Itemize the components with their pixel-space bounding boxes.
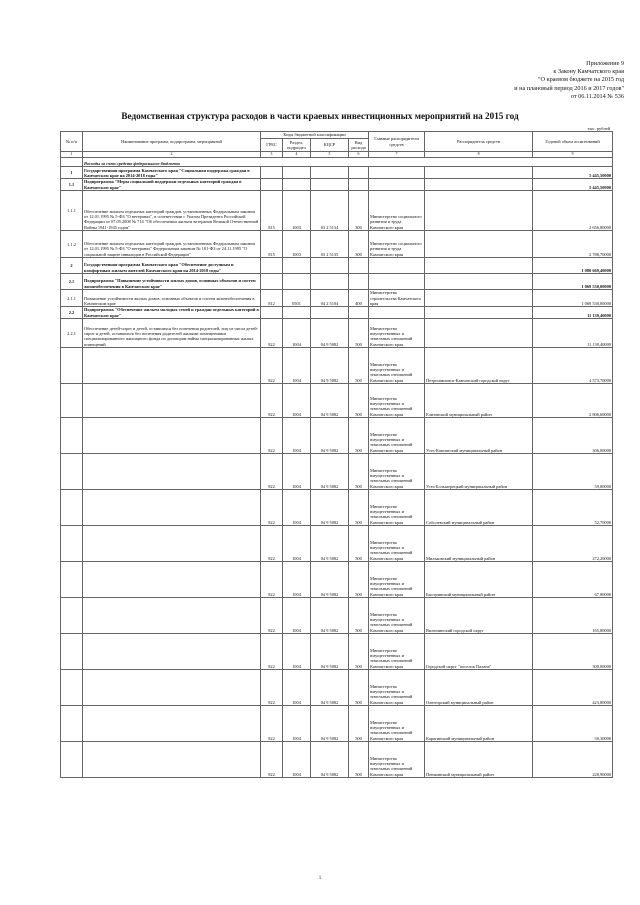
- row-number: [61, 562, 83, 598]
- row-main-manager: Министерство имущественных и земельных отношений Камчатского края: [369, 526, 425, 562]
- row-razdel: 1004: [283, 319, 311, 348]
- row-grbs: [261, 179, 283, 191]
- row-name: [83, 454, 261, 490]
- expenditure-table: [60, 131, 613, 778]
- table-row: [61, 179, 613, 191]
- row-main-manager: Министерство имущественных и земельных отношений Камчатского края: [369, 562, 425, 598]
- header-main-manager: Главные распорядители средств: [369, 132, 425, 152]
- row-recipient: Усть-Камчатский муниципальный район: [425, 418, 533, 454]
- row-ksr: [311, 179, 349, 191]
- row-amount: 52,70000: [533, 490, 613, 526]
- row-ksr: 04 9 5082: [311, 706, 349, 742]
- row-amount: 306,00000: [533, 418, 613, 454]
- row-ksr: 04 9 5082: [311, 490, 349, 526]
- table-row: [61, 191, 613, 231]
- row-number: 2.1.1: [61, 290, 83, 307]
- row-ksr: 04 9 5082: [311, 634, 349, 670]
- row-main-manager: Министерство имущественных и земельных отношений Камчатского края: [369, 418, 425, 454]
- row-amount: 1 069 530,00000: [533, 274, 613, 290]
- row-amount: 5 445,50000: [533, 179, 613, 191]
- row-razdel: 1004: [283, 706, 311, 742]
- row-ksr: [311, 307, 349, 319]
- row-number: 2.2: [61, 307, 83, 319]
- row-kvr: 500: [349, 562, 369, 598]
- row-razdel: 1004: [283, 562, 311, 598]
- appendix-line: от 06.11.2014 № 536: [570, 92, 624, 100]
- header-num: № п/п: [61, 132, 83, 152]
- row-razdel: [283, 167, 311, 179]
- row-kvr: 500: [349, 490, 369, 526]
- row-ksr: 03 2 5135: [311, 231, 349, 258]
- row-kvr: [349, 307, 369, 319]
- header-codes-group: Коды бюджетной классификации: [261, 132, 369, 139]
- row-recipient: Пенжинский муниципальный район: [425, 742, 533, 778]
- row-name: Обеспечение детей-сирот и детей, оставшихся без попечения родителей, лиц из числа детей-сирот и детей, оставшихся без попечения родителей жилыми помещениями специализированного жилищного фонда по договорам найма специализированных жилых помещений: [83, 319, 261, 348]
- row-grbs: [261, 258, 283, 274]
- row-number: [61, 384, 83, 418]
- header-grbs: ГРБС: [261, 139, 283, 152]
- row-recipient: Быстринский муниципальный район: [425, 562, 533, 598]
- header-razdel: Раздел, подраздел: [283, 139, 311, 152]
- row-ksr: 04 9 5082: [311, 526, 349, 562]
- table-row: [61, 258, 613, 274]
- row-razdel: 1003: [283, 231, 311, 258]
- row-grbs: 822: [261, 348, 283, 384]
- row-ksr: [311, 167, 349, 179]
- row-ksr: 04 9 5082: [311, 670, 349, 706]
- row-amount: 11 139,40000: [533, 307, 613, 319]
- row-kvr: [349, 258, 369, 274]
- table-row: [61, 167, 613, 179]
- row-recipient: Усть-Большерецкий муниципальный район: [425, 454, 533, 490]
- row-name: Подпрограмма "Меры социальной поддержки отдельных категорий граждан в Камчатском крае": [83, 179, 261, 191]
- section-heading-row: [61, 158, 613, 167]
- row-amount: 1 069 530,00000: [533, 290, 613, 307]
- row-name: [83, 526, 261, 562]
- row-razdel: 1004: [283, 384, 311, 418]
- row-recipient: [425, 231, 533, 258]
- row-amount: 11 139,40000: [533, 319, 613, 348]
- row-amount: 5 445,50000: [533, 167, 613, 179]
- row-name: Повышение устойчивости жилых домов, основных объектов и систем жизнеобеспечения в Камчатском крае: [83, 290, 261, 307]
- row-ksr: 04 9 5082: [311, 418, 349, 454]
- row-amount: 1 080 669,40000: [533, 258, 613, 274]
- row-number: 1.1.2: [61, 231, 83, 258]
- page-number: 1: [318, 876, 322, 881]
- row-amount: 272,20000: [533, 526, 613, 562]
- table-row: [61, 290, 613, 307]
- row-recipient: Соболевский муниципальный район: [425, 490, 533, 526]
- row-number: 1: [61, 167, 83, 179]
- row-razdel: [283, 179, 311, 191]
- row-razdel: 1004: [283, 634, 311, 670]
- row-main-manager: Министерство имущественных и земельных отношений Камчатского края: [369, 634, 425, 670]
- row-number: [61, 598, 83, 634]
- row-name: [83, 348, 261, 384]
- table-row: [61, 307, 613, 319]
- table-row: [61, 418, 613, 454]
- row-grbs: 822: [261, 670, 283, 706]
- row-main-manager: Министерство социального развития и труда Камчатского края: [369, 231, 425, 258]
- column-number: 2: [83, 152, 261, 158]
- row-razdel: 1004: [283, 742, 311, 778]
- row-name: [83, 384, 261, 418]
- appendix-line: к Закону Камчатского края: [553, 68, 624, 76]
- row-ksr: [311, 258, 349, 274]
- row-kvr: 500: [349, 418, 369, 454]
- row-name: Обеспечение жильем отдельных категорий граждан, установленных Федеральным законом от 12.01.1995 № 5-ФЗ "О ветеранах" Федеральным законом № 181-ФЗ от 24.11.1995 "О социальной защите инвалидов в Российской Федерации": [83, 231, 261, 258]
- row-name: [83, 634, 261, 670]
- appendix-line: "О краевом бюджете на 2015 год: [538, 76, 624, 84]
- row-razdel: [283, 307, 311, 319]
- row-recipient: Городской округ "поселок Палана": [425, 634, 533, 670]
- header-recipient: Распорядитель средств: [425, 132, 533, 152]
- row-grbs: [261, 167, 283, 179]
- row-main-manager: Министерство строительства Камчатского края: [369, 290, 425, 307]
- row-ksr: 04 9 5082: [311, 562, 349, 598]
- row-number: [61, 526, 83, 562]
- row-amount: 423,80000: [533, 670, 613, 706]
- table-row: [61, 742, 613, 778]
- row-kvr: 500: [349, 384, 369, 418]
- row-number: 1.1.1: [61, 191, 83, 231]
- row-number: [61, 490, 83, 526]
- row-grbs: 822: [261, 384, 283, 418]
- row-main-manager: Министерство имущественных и земельных отношений Камчатского края: [369, 384, 425, 418]
- header-ksr: КЦСР: [311, 139, 349, 152]
- column-number: 3: [261, 152, 283, 158]
- row-recipient: Вилючинский городской округ: [425, 598, 533, 634]
- row-grbs: 815: [261, 191, 283, 231]
- row-razdel: 1004: [283, 670, 311, 706]
- row-kvr: 500: [349, 598, 369, 634]
- row-recipient: Мильковский муниципальный район: [425, 526, 533, 562]
- table-row: [61, 634, 613, 670]
- row-recipient: [425, 319, 533, 348]
- row-ksr: 04 9 5082: [311, 598, 349, 634]
- row-grbs: 822: [261, 490, 283, 526]
- row-kvr: 300: [349, 191, 369, 231]
- row-amount: 2 788,70000: [533, 231, 613, 258]
- table-row: [61, 670, 613, 706]
- row-number: 2: [61, 258, 83, 274]
- document-title: Ведомственная структура расходов в части краевых инвестиционных мероприятий на 2015 год: [121, 111, 519, 121]
- row-grbs: 822: [261, 526, 283, 562]
- row-main-manager: [369, 167, 425, 179]
- row-name: Государственная программа Камчатского края "Обеспечение доступным и комфортным жильем жителей Камчатского края на 2014-2018 годы": [83, 258, 261, 274]
- row-amount: 300,00000: [533, 634, 613, 670]
- row-grbs: [261, 307, 283, 319]
- row-number: [61, 634, 83, 670]
- table-row: [61, 231, 613, 258]
- header-name: Наименование программ, подпрограмм, мероприятий: [83, 132, 261, 152]
- row-number: 1.1: [61, 179, 83, 191]
- row-razdel: 1004: [283, 348, 311, 384]
- appendix-line: Приложение 9: [586, 60, 624, 67]
- row-ksr: 04 9 5082: [311, 454, 349, 490]
- row-number: 2.2.1: [61, 319, 83, 348]
- row-name: Государственная программа Камчатского края "Социальная поддержка граждан в Камчатском крае на 2014-2018 годы": [83, 167, 261, 179]
- row-amount: 165,80000: [533, 598, 613, 634]
- table-row: [61, 490, 613, 526]
- row-grbs: 822: [261, 706, 283, 742]
- row-number: 2.1: [61, 274, 83, 290]
- row-main-manager: Министерство имущественных и земельных отношений Камчатского края: [369, 598, 425, 634]
- row-name: [83, 706, 261, 742]
- column-number: 4: [283, 152, 311, 158]
- row-kvr: 500: [349, 454, 369, 490]
- row-number: [61, 742, 83, 778]
- row-number: [61, 348, 83, 384]
- row-main-manager: Министерство имущественных и земельных отношений Камчатского края: [369, 670, 425, 706]
- row-recipient: Петропавловск-Камчатский городской округ: [425, 348, 533, 384]
- row-razdel: 1004: [283, 418, 311, 454]
- table-row: [61, 384, 613, 418]
- table-row: [61, 319, 613, 348]
- row-ksr: 04 9 5082: [311, 384, 349, 418]
- row-kvr: 500: [349, 348, 369, 384]
- row-ksr: 04 2 5104: [311, 290, 349, 307]
- row-grbs: 822: [261, 598, 283, 634]
- row-main-manager: Министерство имущественных и земельных отношений Камчатского края: [369, 454, 425, 490]
- row-recipient: Елизовский муниципальный район: [425, 384, 533, 418]
- row-number: [61, 418, 83, 454]
- row-recipient: [425, 179, 533, 191]
- row-recipient: [425, 167, 533, 179]
- row-razdel: 1003: [283, 191, 311, 231]
- row-grbs: 812: [261, 290, 283, 307]
- table-row: [61, 274, 613, 290]
- column-number: 8: [425, 152, 533, 158]
- row-main-manager: Министерство социального развития и труда Камчатского края: [369, 191, 425, 231]
- row-main-manager: [369, 258, 425, 274]
- row-recipient: Олюторский муниципальный район: [425, 670, 533, 706]
- row-kvr: 500: [349, 742, 369, 778]
- row-recipient: [425, 274, 533, 290]
- row-ksr: 04 9 5082: [311, 348, 349, 384]
- row-grbs: [261, 274, 283, 290]
- units-label: тыс. рублей: [587, 126, 610, 131]
- row-amount: 50,30000: [533, 706, 613, 742]
- row-kvr: 500: [349, 319, 369, 348]
- row-kvr: [349, 167, 369, 179]
- column-number: 7: [369, 152, 425, 158]
- row-amount: 4 573,70000: [533, 348, 613, 384]
- table-row: [61, 526, 613, 562]
- row-main-manager: [369, 179, 425, 191]
- row-name: Подпрограмма "Обеспечение жильем молодых семей и граждан отдельных категорий в Камчатском крае": [84, 307, 259, 318]
- row-amount: 2 656,80000: [533, 191, 613, 231]
- row-name: [83, 742, 261, 778]
- row-ksr: 04 9 5082: [311, 742, 349, 778]
- section-heading: Расходы за счет средств федерального бюджета: [83, 158, 613, 167]
- row-number: [61, 706, 83, 742]
- row-kvr: 500: [349, 634, 369, 670]
- row-main-manager: [369, 274, 425, 290]
- table-row: [61, 454, 613, 490]
- row-grbs: 822: [261, 634, 283, 670]
- row-grbs: 822: [261, 319, 283, 348]
- row-recipient: [425, 258, 533, 274]
- row-main-manager: Министерство имущественных и земельных отношений Камчатского края: [369, 319, 425, 348]
- row-main-manager: Министерство имущественных и земельных отношений Камчатского края: [369, 348, 425, 384]
- row-kvr: 500: [349, 670, 369, 706]
- row-name: [83, 418, 261, 454]
- row-ksr: 03 2 5134: [311, 191, 349, 231]
- column-number: 9: [533, 152, 613, 158]
- table-row: [61, 706, 613, 742]
- row-name: [83, 490, 261, 526]
- row-razdel: [283, 258, 311, 274]
- table-row: [61, 598, 613, 634]
- column-number: 5: [311, 152, 349, 158]
- table-row: [61, 348, 613, 384]
- row-name: [83, 670, 261, 706]
- row-ksr: 04 9 5082: [311, 319, 349, 348]
- row-amount: 59,00000: [533, 454, 613, 490]
- row-razdel: 1004: [283, 490, 311, 526]
- row-grbs: 815: [261, 231, 283, 258]
- row-razdel: 1004: [283, 454, 311, 490]
- row-main-manager: Министерство имущественных и земельных отношений Камчатского края: [369, 742, 425, 778]
- row-main-manager: [369, 307, 425, 319]
- column-number: 6: [349, 152, 369, 158]
- table-row: [61, 562, 613, 598]
- row-number: [61, 454, 83, 490]
- row-amount: 2 806,60000: [533, 384, 613, 418]
- appendix-block: [364, 60, 624, 101]
- row-amount: 228,90000: [533, 742, 613, 778]
- row-main-manager: Министерство имущественных и земельных отношений Камчатского края: [369, 706, 425, 742]
- row-razdel: 1004: [283, 526, 311, 562]
- table-body: [61, 152, 613, 778]
- header-amount: Годовой объем ассигнований: [533, 132, 613, 152]
- row-recipient: [425, 290, 533, 307]
- row-recipient: Карагинский муниципальный район: [425, 706, 533, 742]
- row-amount: 67,80000: [533, 562, 613, 598]
- row-main-manager: Министерство имущественных и земельных отношений Камчатского края: [369, 490, 425, 526]
- row-name: [83, 562, 261, 598]
- row-kvr: [349, 179, 369, 191]
- row-grbs: 822: [261, 562, 283, 598]
- column-number: 1: [61, 152, 83, 158]
- row-name: [83, 598, 261, 634]
- row-name: Подпрограмма "Повышение устойчивости жилых домов, основных объектов и систем жизнеобеспечения в Камчатском крае": [83, 274, 261, 290]
- row-razdel: 1004: [283, 598, 311, 634]
- row-kvr: 500: [349, 526, 369, 562]
- appendix-line: и на плановый период 2016 и 2017 годов": [514, 84, 624, 92]
- row-kvr: 400: [349, 290, 369, 307]
- row-number: [61, 670, 83, 706]
- row-kvr: 500: [349, 706, 369, 742]
- row-razdel: [283, 274, 311, 290]
- row-ksr: [311, 274, 349, 290]
- row-grbs: 822: [261, 418, 283, 454]
- row-grbs: 822: [261, 454, 283, 490]
- header-kvr: Вид расхода: [349, 139, 369, 152]
- row-kvr: [349, 274, 369, 290]
- row-grbs: 822: [261, 742, 283, 778]
- row-kvr: 300: [349, 231, 369, 258]
- row-razdel: 0501: [283, 290, 311, 307]
- row-name: Обеспечение жильем отдельных категорий граждан, установленных Федеральным законом от 12.01.1995 № 5-ФЗ "О ветеранах", в соответствии с Указом Президента Российской Федерации от 07.05.2008 № 714 "Об обеспечении жильем ветеранов Великой Отечественной Войны 1941-1945 годов": [83, 191, 261, 231]
- row-recipient: [425, 191, 533, 231]
- row-recipient: [425, 307, 533, 319]
